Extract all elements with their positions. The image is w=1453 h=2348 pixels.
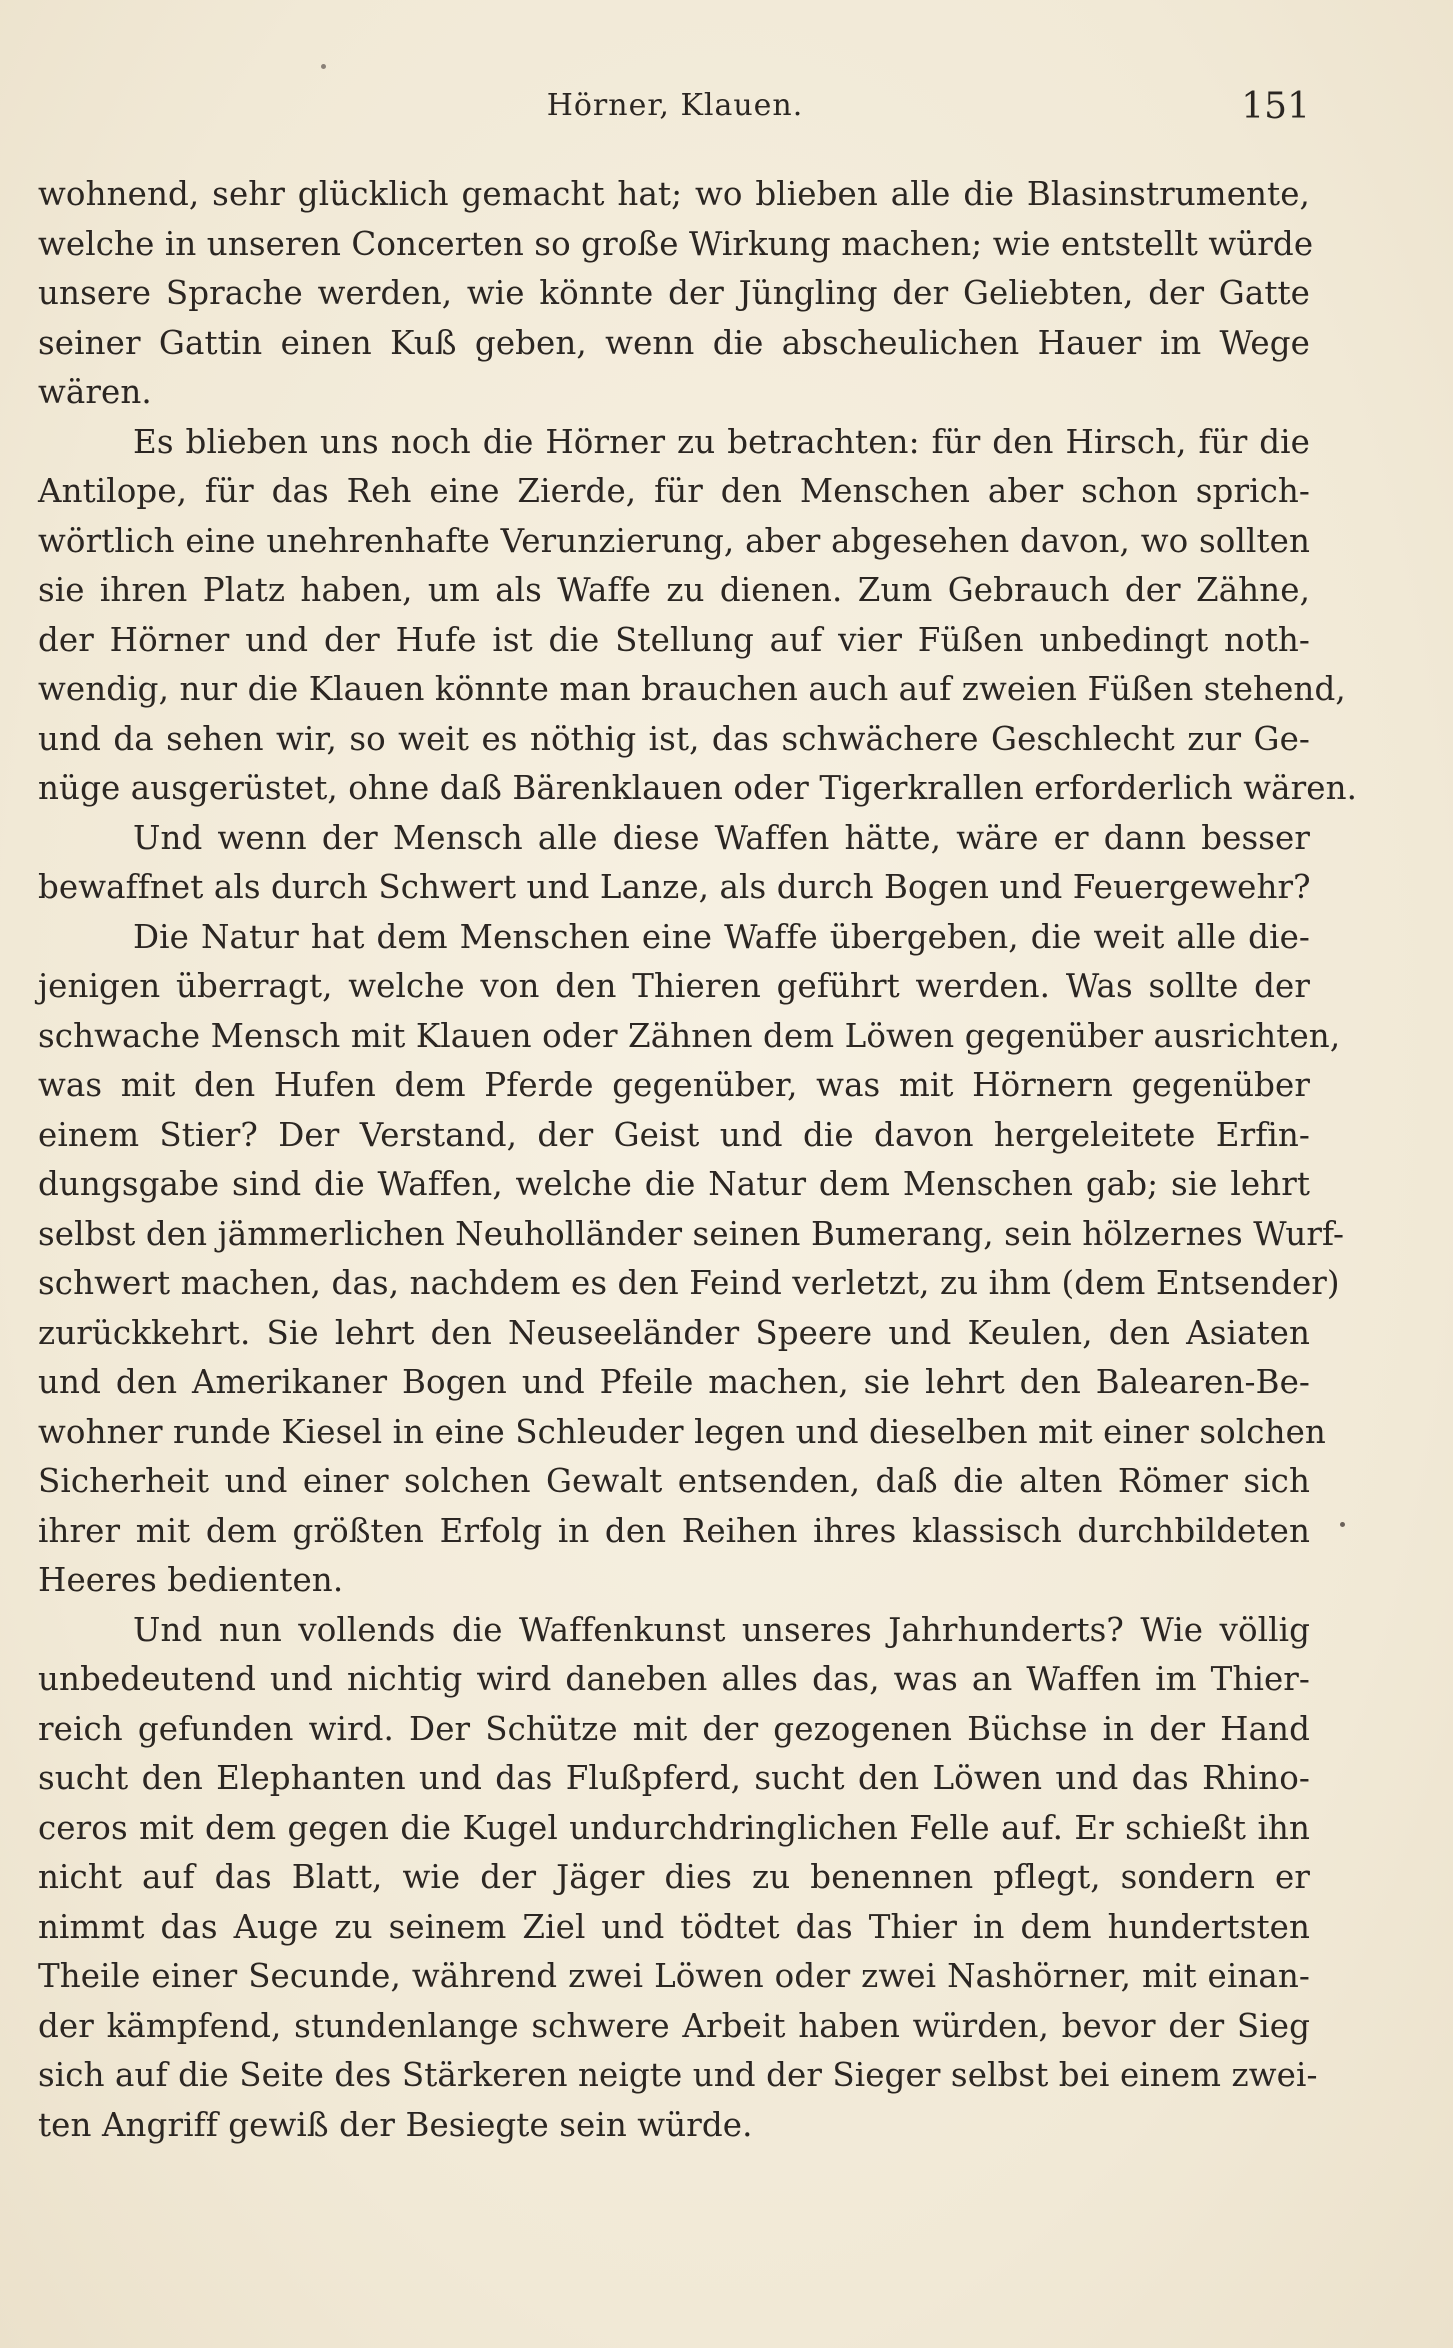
- text-line: nimmt das Auge zu seinem Ziel und tödtet das Thier in dem hundertsten: [38, 1907, 1310, 1946]
- text-line: zurückkehrt. Sie lehrt den Neuseeländer Speere und Keulen, den Asiaten: [38, 1313, 1310, 1352]
- page-header: [40, 86, 1310, 130]
- text-line: reich gefunden wird. Der Schütze mit der gezogenen Büchse in der Hand: [38, 1709, 1310, 1748]
- text-line: und da sehen wir, so weit es nöthig ist, das schwächere Geschlecht zur Ge-: [38, 719, 1310, 758]
- text-line: und den Amerikaner Bogen und Pfeile machen, sie lehrt den Balearen-Be-: [38, 1363, 1310, 1401]
- text-line: ihrer mit dem größten Erfolg in den Reihen ihres klassisch durchbildeten: [38, 1511, 1310, 1550]
- page-number: 151: [1241, 86, 1310, 127]
- text-line: jenigen überragt, welche von den Thieren geführt werden. Was sollte der: [38, 967, 1310, 1005]
- ink-speck: [321, 64, 326, 69]
- text-line: unbedeutend und nichtig wird daneben alles das, was an Waffen im Thier-: [38, 1660, 1310, 1698]
- paragraph-start-line: Die Natur hat dem Menschen eine Waffe übergeben, die weit alle die-: [133, 917, 1310, 956]
- text-line: unsere Sprache werden, wie könnte der Jüngling der Geliebten, der Gatte: [38, 274, 1310, 312]
- text-line: schwache Mensch mit Klauen oder Zähnen dem Löwen gegenüber ausrichten,: [38, 1016, 1341, 1055]
- text-line: sich auf die Seite des Stärkeren neigte und der Sieger selbst bei einem zwei-: [38, 2056, 1318, 2094]
- text-line: wendig, nur die Klauen könnte man brauchen auch auf zweien Füßen stehend,: [38, 670, 1346, 708]
- paragraph-start-line: Und nun vollends die Waffenkunst unseres Jahrhunderts? Wie völlig: [133, 1610, 1310, 1649]
- text-line: wohnend, sehr glücklich gemacht hat; wo blieben alle die Blasinstrumente,: [38, 175, 1310, 213]
- margin-mark: [1340, 1522, 1345, 1527]
- text-line: wörtlich eine unehrenhafte Verunzierung, aber abgesehen davon, wo sollten: [38, 521, 1310, 560]
- text-line: wohner runde Kiesel in eine Schleuder legen und dieselben mit einer solchen: [38, 1412, 1326, 1451]
- text-line: sie ihren Platz haben, um als Waffe zu dienen. Zum Gebrauch der Zähne,: [38, 571, 1310, 609]
- text-line: Theile einer Secunde, während zwei Löwen oder zwei Nashörner, mit einan-: [38, 1957, 1310, 1995]
- body-text: [38, 170, 1358, 2150]
- text-line: selbst den jämmerlichen Neuholländer seinen Bumerang, sein hölzernes Wurf-: [38, 1214, 1345, 1253]
- text-line: ten Angriff gewiß der Besiegte sein würde.: [38, 2105, 753, 2144]
- running-title: Hörner, Klauen.: [546, 88, 804, 123]
- text-line: seiner Gattin einen Kuß geben, wenn die abscheulichen Hauer im Wege: [38, 323, 1310, 362]
- text-line: sucht den Elephanten und das Flußpferd, sucht den Löwen und das Rhino-: [38, 1759, 1310, 1797]
- text-line: bewaffnet als durch Schwert und Lanze, als durch Bogen und Feuergewehr?: [38, 868, 1311, 906]
- text-line: wären.: [38, 373, 152, 411]
- text-line: der Hörner und der Hufe ist die Stellung auf vier Füßen unbedingt noth-: [38, 620, 1310, 659]
- text-line: einem Stier? Der Verstand, der Geist und die davon hergeleitete Erfin-: [38, 1115, 1310, 1154]
- paragraph-start-line: Es blieben uns noch die Hörner zu betrachten: für den Hirsch, für die: [133, 422, 1310, 461]
- paragraph-start-line: Und wenn der Mensch alle diese Waffen hätte, wäre er dann besser: [133, 818, 1310, 857]
- text-line: nüge ausgerüstet, ohne daß Bärenklauen oder Tigerkrallen erforderlich wären.: [38, 769, 1358, 807]
- text-line: schwert machen, das, nachdem es den Feind verletzt, zu ihm (dem Entsender): [38, 1264, 1340, 1302]
- text-line: der kämpfend, stundenlange schwere Arbeit haben würden, bevor der Sieg: [38, 2006, 1310, 2045]
- text-line: nicht auf das Blatt, wie der Jäger dies zu benennen pflegt, sondern er: [38, 1858, 1310, 1896]
- text-line: was mit den Hufen dem Pferde gegenüber, was mit Hörnern gegenüber: [38, 1066, 1310, 1104]
- text-line: Heeres bedienten.: [38, 1561, 344, 1599]
- text-line: ceros mit dem gegen die Kugel undurchdringlichen Felle auf. Er schießt ihn: [38, 1808, 1310, 1847]
- text-line: Sicherheit und einer solchen Gewalt entsenden, daß die alten Römer sich: [38, 1462, 1310, 1500]
- text-line: Antilope, für das Reh eine Zierde, für den Menschen aber schon sprich-: [38, 472, 1310, 510]
- text-line: welche in unseren Concerten so große Wirkung machen; wie entstellt würde: [38, 224, 1314, 263]
- text-line: dungsgabe sind die Waffen, welche die Natur dem Menschen gab; sie lehrt: [38, 1165, 1310, 1203]
